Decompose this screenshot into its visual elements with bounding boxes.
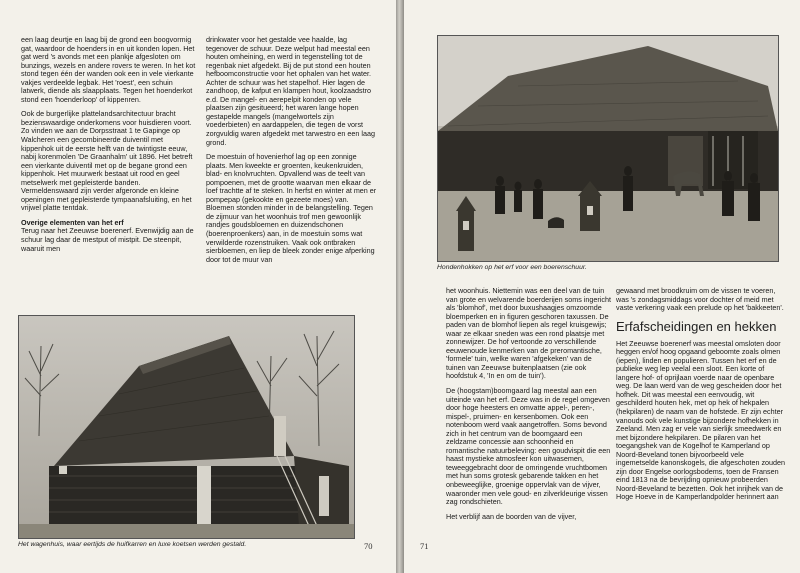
book-gutter [396,0,404,573]
left-col2-paragraph: drinkwater voor het gestalde vee haalde, lag tegenover de schuur. Deze welput had meestal een houten omheining, en werd in tegenstelling tot de regenbak niet afgedekt. Bij de put stond een houten hefboomconstructie voor het ophalen van het water. Achter de schuur was het stapelhof. Hier lagen de zandhoop, de kafput en klampen hout, koolzaadstro e.d. De mangel- en aerepelpit konden op vele plaatsen zijn gesitueerd; het waren lange hopen gestapelde mangels (mangelwortels zijn voederbieten) en aardappelen, die tegen de vorst zorgvuldig waren afgedekt met tarwestro en een laag grond. [206,35,376,147]
right-col1-paragraph: De (hoogstam)boomgaard lag meestal aan een uiteinde van het erf. Deze was in de regel omgeven door hoge heesters en omvatte appel-, peren-, mispel-, pruimen- en kersenbomen. Ook een notenboom werd vaak aangetroffen. Soms bevond zich in het centrum van de boomgaard een zeldzame concessie aan schoonheid en romantische natuurbeleving: een goudvispit die een haast mystieke atmosfeer kon uitwasemen, teweeggebracht door de omringende vruchtbomen met hun soms grotesk gebarende takken en het onbeweeglijke, groenige oppervlak van de vijver, waaronder men vele goud- en zilverkleurige vissen zag rondschieten. [446,386,611,507]
right-col2-intro: gewaand met broodkruim om de vissen te voeren, was 's zondagsmiddags voor dochter of meid met vaste verkering vaak een prelude op het 'bakkeeten'. [616,286,784,313]
left-col1-paragraph: Ook de burgerlijke plattelandsarchitectuur bracht bezienswaardige onderkomens voor huisdieren voort. Zo vinden we aan de Dorpsstraat 1 te Gapinge op Walcheren een gecombineerde duiventil met kippenhok uit de eerste helft van de twintigste eeuw, nabij korenmolen 'De Graanhalm' uit 1896. Het betreft een vierkante duiventil met op de begane grond een kippenhok. Het muurwerk bestaat uit rood en geel metselwerk met gepleisterde banden. Vermeldenswaard zijn verder afgeronde en kleine openingen met gepleisterde tympaanafsluiting, en het vrijwel platte tentdak. [21,109,193,213]
left-col1-paragraph: een laag deurtje en laag bij de grond een boogvormig gat, waardoor de hoenders in en uit konden lopen. Het gat werd 's avonds met een plankje afgesloten om bunzings, wezels en andere rovers te weren. In het kot stond tegen één der wanden ook een in vele vierkante vakjes verdeelde legbak. Het 'roest', een schuin latwerk, diende als slaapplaats. Tegen het hoenderkot stond een 'hoenderloop' of kippenren. [21,35,196,104]
right-column-2 [616,287,788,508]
left-col2-paragraph: De moestuin of hovenierhof lag op een zonnige plaats. Men kweekte er groenten, keukenkruiden, blad- en knolvruchten. Opvallend was de teelt van pompoenen, met de grootte waarvan men elkaar de loef trachtte af te steken. In herfst en winter at men er pompepap (gekookte en gezeete moes) van. Bloemen stonden minder in de belangstelling. Tegen de zijmuur van het woonhuis trof men gewoonlijk randjes goudsbloemen en duizendschonen (boerenproenkers) aan, in de moestuin soms wat verwilderde rozenstruiken. Vaak ook ontbraken sierbloemen, en liep de bleek zonder enige afperking door tot de muur van [206,152,377,264]
left-col1-paragraph: Terug naar het Zeeuwse boerenerf. Evenwijdig aan de schuur lag daar de mestput of mistpit. De steenpit, waaruit men [21,226,194,253]
wagon-house-caption: Het wagenhuis, waar eertijds de huifkarren en luxe koetsen werden gestald. [18,541,247,548]
right-col2-paragraph: Het Zeeuwse boerenerf was meestal omsloten door heggen en/of hoog opgaand geboomte zoals olmen (iepen), linden en populieren. Tussen het erf en de publieke weg lep veelal een sloot. Een korte of langere hof- of oprijlaan voerde naar de openbare weg. De laan werd van de weg gescheiden door het hofhek. Dit was meestal een eenvoudig, wit geschilderd houten hek, met op hek of hekpalen (hekpilaren) de naam van de hofstede. Er zijn echter vanouds ook vele kunstige bijzondere hofhekken in Zeeland. Men zag er vele van sierlijk smeedwerk en met bijzondere hekpilaren. De pilaren van het toegangshek van de Kogelhof te Kamperland op Noord-Beveland tonen bijvoorbeeld vele ingemetselde kanonskogels, die afgeschoten zouden zijn door Engelse oorlogsbodems, toen de Fransen eind 1813 na de bevrijding opnieuw probeerden Noord-Beveland te bezetten. Ook het inrijhek van de Hoge Hoeve in de Kamperlandpolder herinnert aan [616,338,786,502]
section-title: Erfafscheidingen en hekken [616,318,777,334]
section-heading: Overige elementen van het erf [21,217,124,227]
wagon-house-photo [18,315,355,539]
right-col1-paragraph: het woonhuis. Niettemin was een deel van de tuin van grote en welvarende boerderijen soms ingericht als 'blomhof', met door buxushaagjes omzoomde bloemperken en in figuren geschoren taxussen. De paden van de blomhof liepen als regel kruisgewijs; waar ze elkaar sneden was een rond plaatsje met zonnewijzer. De hof vertoonde zo verschillende eeuwenoude kenmerken van de preromantische, 'formele' tuin, welke waren 'afgekeken' van de tuinen van Zeeuwse buitenplaatsen (zie ook hoofdstuk 4, 'In en om de tuin'). [446,286,612,381]
dog-kennels-caption: Hondenhokken op het erf voor een boerenschuur. [437,264,587,271]
left-column-2 [206,36,378,270]
left-page [0,0,396,573]
dog-kennels-photo [437,35,779,262]
page-number: 70 [364,541,373,551]
page-number: 71 [420,541,429,551]
right-page [404,0,800,573]
right-col1-paragraph: Het verblijf aan de boorden van de vijver, [446,511,577,521]
left-column-1 [21,36,196,259]
right-column-1 [446,287,611,527]
